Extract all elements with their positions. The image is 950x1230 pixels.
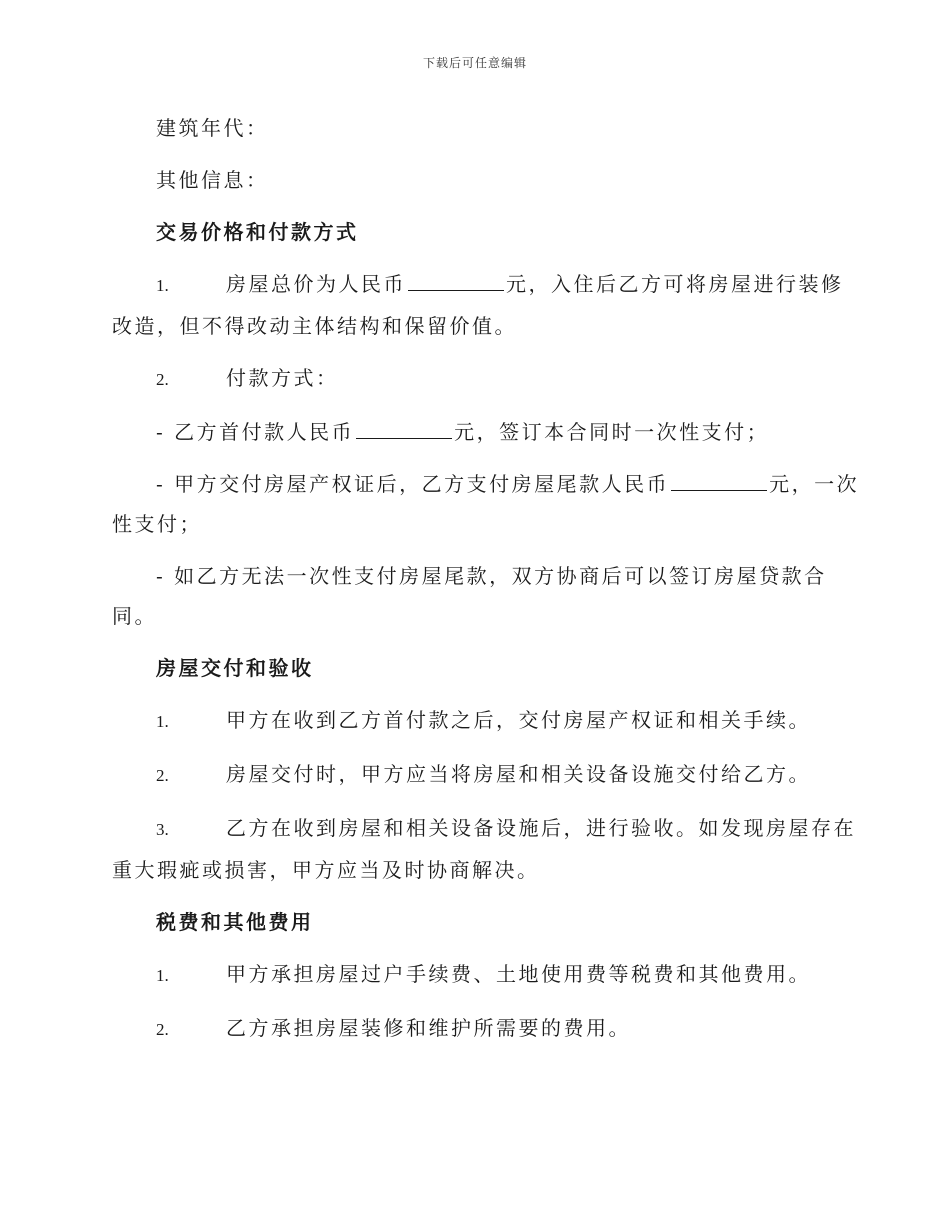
price-item-1-cont: 改造，但不得改动主体结构和保留价值。	[112, 314, 517, 338]
other-info-field: 其他信息：	[156, 168, 269, 192]
item-text: 甲方承担房屋过户手续费、土地使用费等税费和其他费用。	[226, 962, 811, 986]
item-number: 1.	[156, 712, 169, 731]
price-item-2	[112, 358, 834, 400]
document-body	[112, 108, 860, 1050]
item-text: 乙方在收到房屋和相关设备设施后，进行验收。如发现房屋存在	[226, 816, 856, 840]
page-header: 下载后可任意编辑	[422, 56, 527, 70]
item-text: 房屋总价为人民币	[226, 272, 406, 296]
building-year-field: 建筑年代：	[156, 116, 269, 140]
section-title-price: 交易价格和付款方式	[156, 220, 359, 244]
item-text: 元，一次	[769, 472, 860, 496]
price-item-1	[112, 264, 844, 306]
item-number: 2.	[156, 766, 169, 785]
fill-blank	[408, 272, 504, 291]
item-number: 2.	[156, 370, 169, 389]
delivery-item-3-cont: 重大瑕疵或损害，甲方应当及时协商解决。	[112, 858, 540, 882]
item-number: 1.	[156, 966, 169, 985]
fees-item-2	[112, 1008, 834, 1050]
delivery-item-3	[112, 808, 856, 850]
payment-dash-1	[112, 412, 834, 452]
payment-dash-2-cont: 性支付；	[112, 512, 202, 536]
delivery-item-2	[112, 754, 834, 796]
item-number: 1.	[156, 276, 169, 295]
item-text: - 甲方交付房屋产权证后，乙方支付房屋尾款人民币	[156, 472, 670, 496]
fill-blank	[671, 472, 767, 491]
payment-dash-2	[112, 464, 860, 504]
item-text: - 乙方首付款人民币	[156, 420, 355, 444]
payment-dash-3: - 如乙方无法一次性支付房屋尾款，双方协商后可以签订房屋贷款合	[156, 564, 827, 588]
item-text: 元，签订本合同时一次性支付；	[454, 420, 770, 444]
fill-blank	[356, 420, 452, 439]
item-text: 付款方式：	[226, 366, 339, 390]
payment-dash-3-cont: 同。	[112, 604, 157, 628]
fees-item-1	[112, 954, 834, 996]
item-text: 元，入住后乙方可将房屋进行装修	[506, 272, 844, 296]
section-title-delivery: 房屋交付和验收	[156, 656, 314, 680]
item-number: 3.	[156, 820, 169, 839]
item-number: 2.	[156, 1020, 169, 1039]
item-text: 房屋交付时，甲方应当将房屋和相关设备设施交付给乙方。	[226, 762, 811, 786]
delivery-item-1	[112, 700, 834, 742]
item-text: 乙方承担房屋装修和维护所需要的费用。	[226, 1016, 631, 1040]
item-text: 甲方在收到乙方首付款之后，交付房屋产权证和相关手续。	[226, 708, 811, 732]
section-title-fees: 税费和其他费用	[156, 910, 314, 934]
